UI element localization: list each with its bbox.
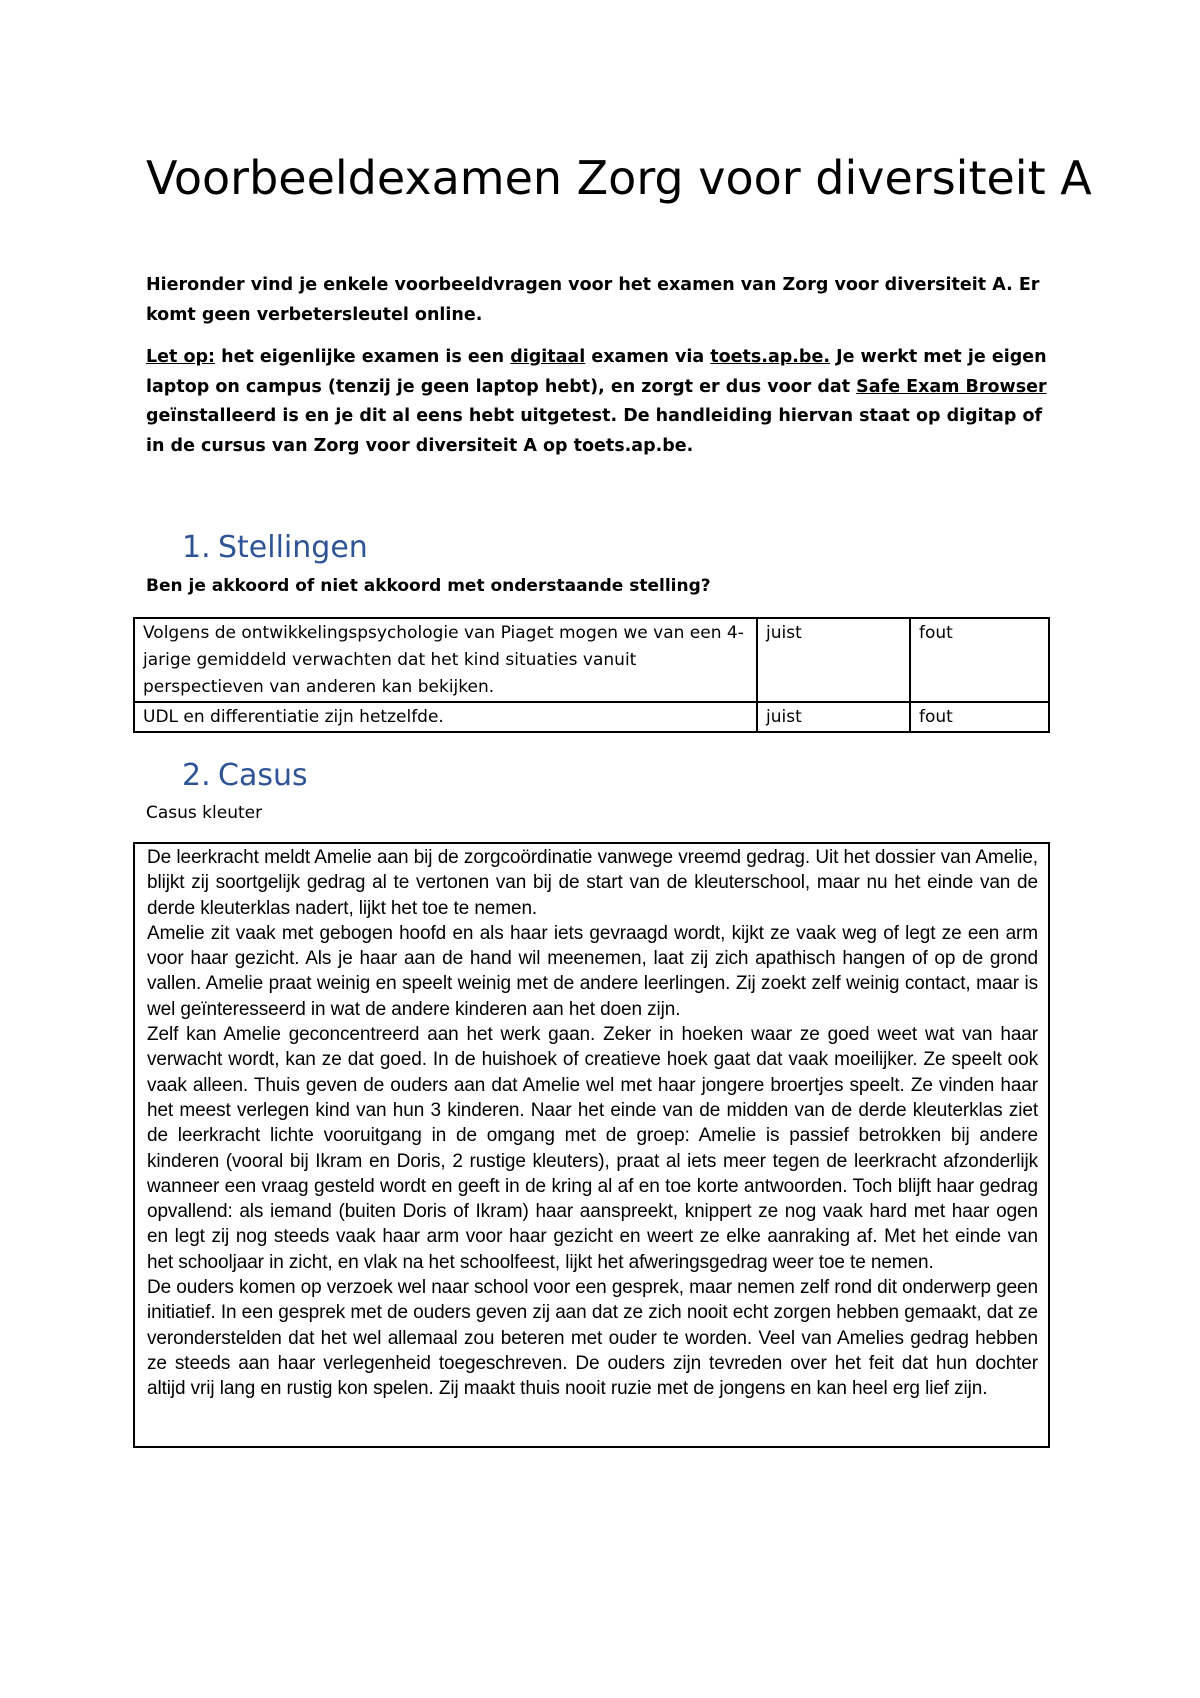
notice-text-4: geïnstalleerd is en je dit al eens hebt uitgetest. De handleiding hiervan staat op digitap of in de cursus van Zorg voor diversiteit A op toets.ap.be. [146, 406, 1043, 456]
stellingen-table [133, 617, 1050, 733]
toets-link[interactable]: toets.ap.be. [710, 347, 830, 367]
casus-paragraph: Zelf kan Amelie geconcentreerd aan het werk gaan. Zeker in hoeken waar ze goed weet wat van haar verwacht wordt, kan ze dat goed. In de huishoek of creatieve hoek gaat dat vaak moeilijker. Ze speelt ook vaak alleen. Thuis geven de ouders aan dat Amelie wel met haar jongere broertjes speelt. Ze vinden haar het meest verlegen kind van hun 3 kinderen. Naar het einde van de midden van de derde kleuterklas ziet de leerkracht lichte vooruitgang in de omgang met de groep: Amelie is passief betrokken bij andere kinderen (vooral bij Ikram en Doris, 2 rustige kleuters), praat al iets meer tegen de leerkracht afzonderlijk wanneer een vraag gesteld wordt en geeft in de kring al af en toe korte antwoorden. Toch blijft haar gedrag opvallend: als iemand (buiten Doris of Ikram) haar aanspreekt, knippert ze nog vaak hard met haar ogen en legt zij nog steeds vaak haar arm voor haar gezicht en weert ze elke aanraking af. Met het einde van het schooljaar in zicht, en vlak na het schoolfeest, lijkt het afweringsgedrag weer toe te nemen. [147, 1024, 1038, 1273]
safe-exam-browser-text: Safe Exam Browser [856, 376, 1047, 397]
table-row [134, 702, 1049, 732]
section-title: Stellingen [218, 530, 368, 565]
answer-fout-cell[interactable]: fout [910, 702, 1049, 732]
table-row [134, 618, 1049, 702]
let-op-label: Let op: [146, 347, 216, 367]
casus-text-box [133, 842, 1050, 1448]
digitaal-text: digitaal [510, 347, 586, 367]
exam-notice [146, 343, 1066, 461]
answer-juist-cell[interactable]: juist [757, 702, 910, 732]
section-number: 2. [182, 758, 211, 793]
section-heading-stellingen [182, 528, 368, 568]
section-title: Casus [218, 758, 308, 793]
statement-cell: Volgens de ontwikkelingspsychologie van Piaget mogen we van een 4-jarige gemiddeld verwachten dat het kind situaties vanuit perspectieven van anderen kan bekijken. [134, 618, 757, 702]
stellingen-question: Ben je akkoord of niet akkoord met onderstaande stelling? [146, 576, 711, 596]
page-title: Voorbeeldexamen Zorg voor diversiteit A [146, 151, 1092, 205]
intro-text: Hieronder vind je enkele voorbeeldvragen voor het examen van Zorg voor diversiteit A. Er komt geen verbetersleutel online. [146, 275, 1040, 325]
notice-text-2: examen via [585, 347, 711, 367]
answer-fout-cell[interactable]: fout [910, 618, 1049, 702]
notice-text-3: Je werkt met je eigen laptop on campus (tenzij je geen laptop hebt), en zorgt er dus voor dat [146, 347, 1047, 397]
section-heading-casus [182, 756, 308, 796]
answer-juist-cell[interactable]: juist [757, 618, 910, 702]
casus-paragraph: De leerkracht meldt Amelie aan bij de zorgcoördinatie vanwege vreemd gedrag. Uit het dossier van Amelie, blijkt zij soortgelijk gedrag al te vertonen van bij de start van de kleuterschool, maar nu het einde van de derde kleuterklas nadert, lijkt het toe te nemen. [147, 847, 1038, 919]
section-number: 1. [182, 530, 211, 565]
casus-subtitle: Casus kleuter [146, 803, 263, 823]
casus-paragraph: De ouders komen op verzoek wel naar school voor een gesprek, maar nemen zelf rond dit onderwerp geen initiatief. In een gesprek met de ouders geven zij aan dat ze zich nooit echt zorgen hebben gemaakt, dat ze veronderstelden dat het wel allemaal zou beteren met ouder te worden. Veel van Amelies gedrag hebben ze steeds aan haar verlegenheid toegeschreven. De ouders zijn tevreden over het feit dat hun dochter altijd vrij lang en rustig kon spelen. Zij maakt thuis nooit ruzie met de jongens en kan heel erg lief zijn. [147, 1277, 1038, 1400]
casus-paragraph: Amelie zit vaak met gebogen hoofd en als haar iets gevraagd wordt, kijkt ze vaak weg of legt ze een arm voor haar gezicht. Als je haar aan de hand wil meenemen, laat zij zich apathisch hangen of op de grond vallen. Amelie praat weinig en speelt weinig met de andere leerlingen. Zij zoekt zelf weinig contact, maar is wel geïnteresseerd in wat de andere kinderen aan het doen zijn. [147, 922, 1038, 1020]
notice-text-1: het eigenlijke examen is een [215, 347, 511, 367]
statement-cell: UDL en differentiatie zijn hetzelfde. [134, 702, 757, 732]
